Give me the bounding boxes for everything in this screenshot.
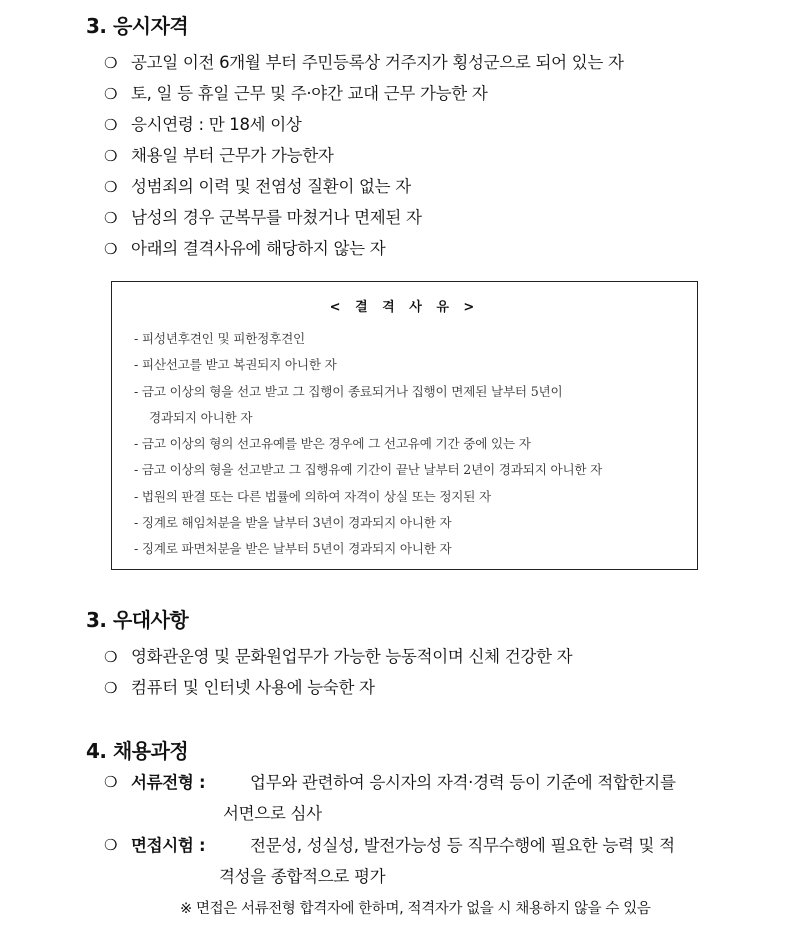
interview-note: ※ 면접은 서류전형 합격자에 한하며, 적격자가 없을 시 채용하지 않을 수 있음 bbox=[180, 901, 651, 917]
qualifications-list bbox=[104, 47, 624, 264]
list-item: - 피산선고를 받고 복권되지 아니한 자 bbox=[134, 357, 337, 373]
interview-text-cont: 격성을 종합적으로 평가 bbox=[219, 867, 386, 886]
circle-bullet-icon: ❍ bbox=[104, 54, 118, 72]
list-item: - 징계로 파면처분을 받은 날부터 5년이 경과되지 아니한 자 bbox=[134, 541, 452, 557]
circle-bullet-icon: ❍ bbox=[104, 773, 118, 791]
list-item: ❍ 채용일 부터 근무가 가능한자 bbox=[104, 140, 624, 171]
disqualification-box bbox=[111, 281, 698, 570]
circle-bullet-icon: ❍ bbox=[104, 178, 118, 196]
circle-bullet-icon: ❍ bbox=[104, 85, 118, 103]
list-item: - 금고 이상의 형을 선고받고 그 집행유예 기간이 끝난 날부터 2년이 경과되지 아니한 자 bbox=[134, 462, 603, 478]
list-item: ❍ 토, 일 등 휴일 근무 및 주·야간 교대 근무 가능한 자 bbox=[104, 78, 624, 109]
interview-label: 면접시험 : bbox=[131, 836, 206, 855]
list-item: ❍ 공고일 이전 6개월 부터 주민등록상 거주지가 횡성군으로 되어 있는 자 bbox=[104, 47, 624, 78]
list-item: ❍ 성범죄의 이력 및 전염성 질환이 없는 자 bbox=[104, 171, 624, 202]
list-item: - 법원의 판결 또는 다른 법률에 의하여 자격이 상실 또는 정지된 자 bbox=[134, 488, 491, 504]
disqualification-list bbox=[134, 326, 602, 563]
preferences-list bbox=[104, 641, 572, 703]
circle-bullet-icon: ❍ bbox=[104, 240, 118, 258]
list-item: ❍ 영화관운영 및 문화원업무가 가능한 능동적이며 신체 건강한 자 bbox=[104, 641, 572, 672]
list-item: ❍ 남성의 경우 군복무를 마쳤거나 면제된 자 bbox=[104, 202, 624, 233]
list-item: - 피성년후견인 및 피한정후견인 bbox=[134, 331, 306, 346]
document-screening-text: 업무와 관련하여 응시자의 자격·경력 등이 기준에 적합한지를 bbox=[250, 773, 676, 792]
document-screening-item bbox=[104, 767, 676, 829]
interview-item bbox=[104, 830, 675, 892]
document-screening-text-cont: 서면으로 심사 bbox=[223, 804, 322, 823]
list-item: - 금고 이상의 형을 선고 받고 그 집행이 종료되거나 집행이 면제된 날부터 5년이 경과되지 아니한 자 bbox=[134, 379, 602, 432]
list-item-continuation: 경과되지 아니한 자 bbox=[149, 409, 253, 425]
list-item: ❍ 응시연령 : 만 18세 이상 bbox=[104, 109, 624, 140]
qualifications-heading: 3. 응시자격 bbox=[86, 14, 189, 38]
circle-bullet-icon: ❍ bbox=[104, 648, 118, 666]
list-item: ❍ 컴퓨터 및 인터넷 사용에 능숙한 자 bbox=[104, 672, 572, 703]
list-item: ❍ 아래의 결격사유에 해당하지 않는 자 bbox=[104, 233, 624, 264]
circle-bullet-icon: ❍ bbox=[104, 836, 118, 854]
process-heading: 4. 채용과정 bbox=[86, 739, 189, 763]
interview-text: 전문성, 성실성, 발전가능성 등 직무수행에 필요한 능력 및 적 bbox=[250, 836, 675, 855]
list-item: - 금고 이상의 형의 선고유예를 받은 경우에 그 선고유예 기간 중에 있는 자 bbox=[134, 436, 531, 452]
preferences-heading: 3. 우대사항 bbox=[86, 608, 189, 632]
box-title: < 결 격 사 유 > bbox=[329, 300, 480, 315]
list-item: - 징계로 해임처분을 받을 날부터 3년이 경과되지 아니한 자 bbox=[134, 515, 452, 531]
circle-bullet-icon: ❍ bbox=[104, 116, 118, 134]
circle-bullet-icon: ❍ bbox=[104, 679, 118, 697]
circle-bullet-icon: ❍ bbox=[104, 209, 118, 227]
circle-bullet-icon: ❍ bbox=[104, 147, 118, 165]
document-screening-label: 서류전형 : bbox=[131, 773, 206, 792]
